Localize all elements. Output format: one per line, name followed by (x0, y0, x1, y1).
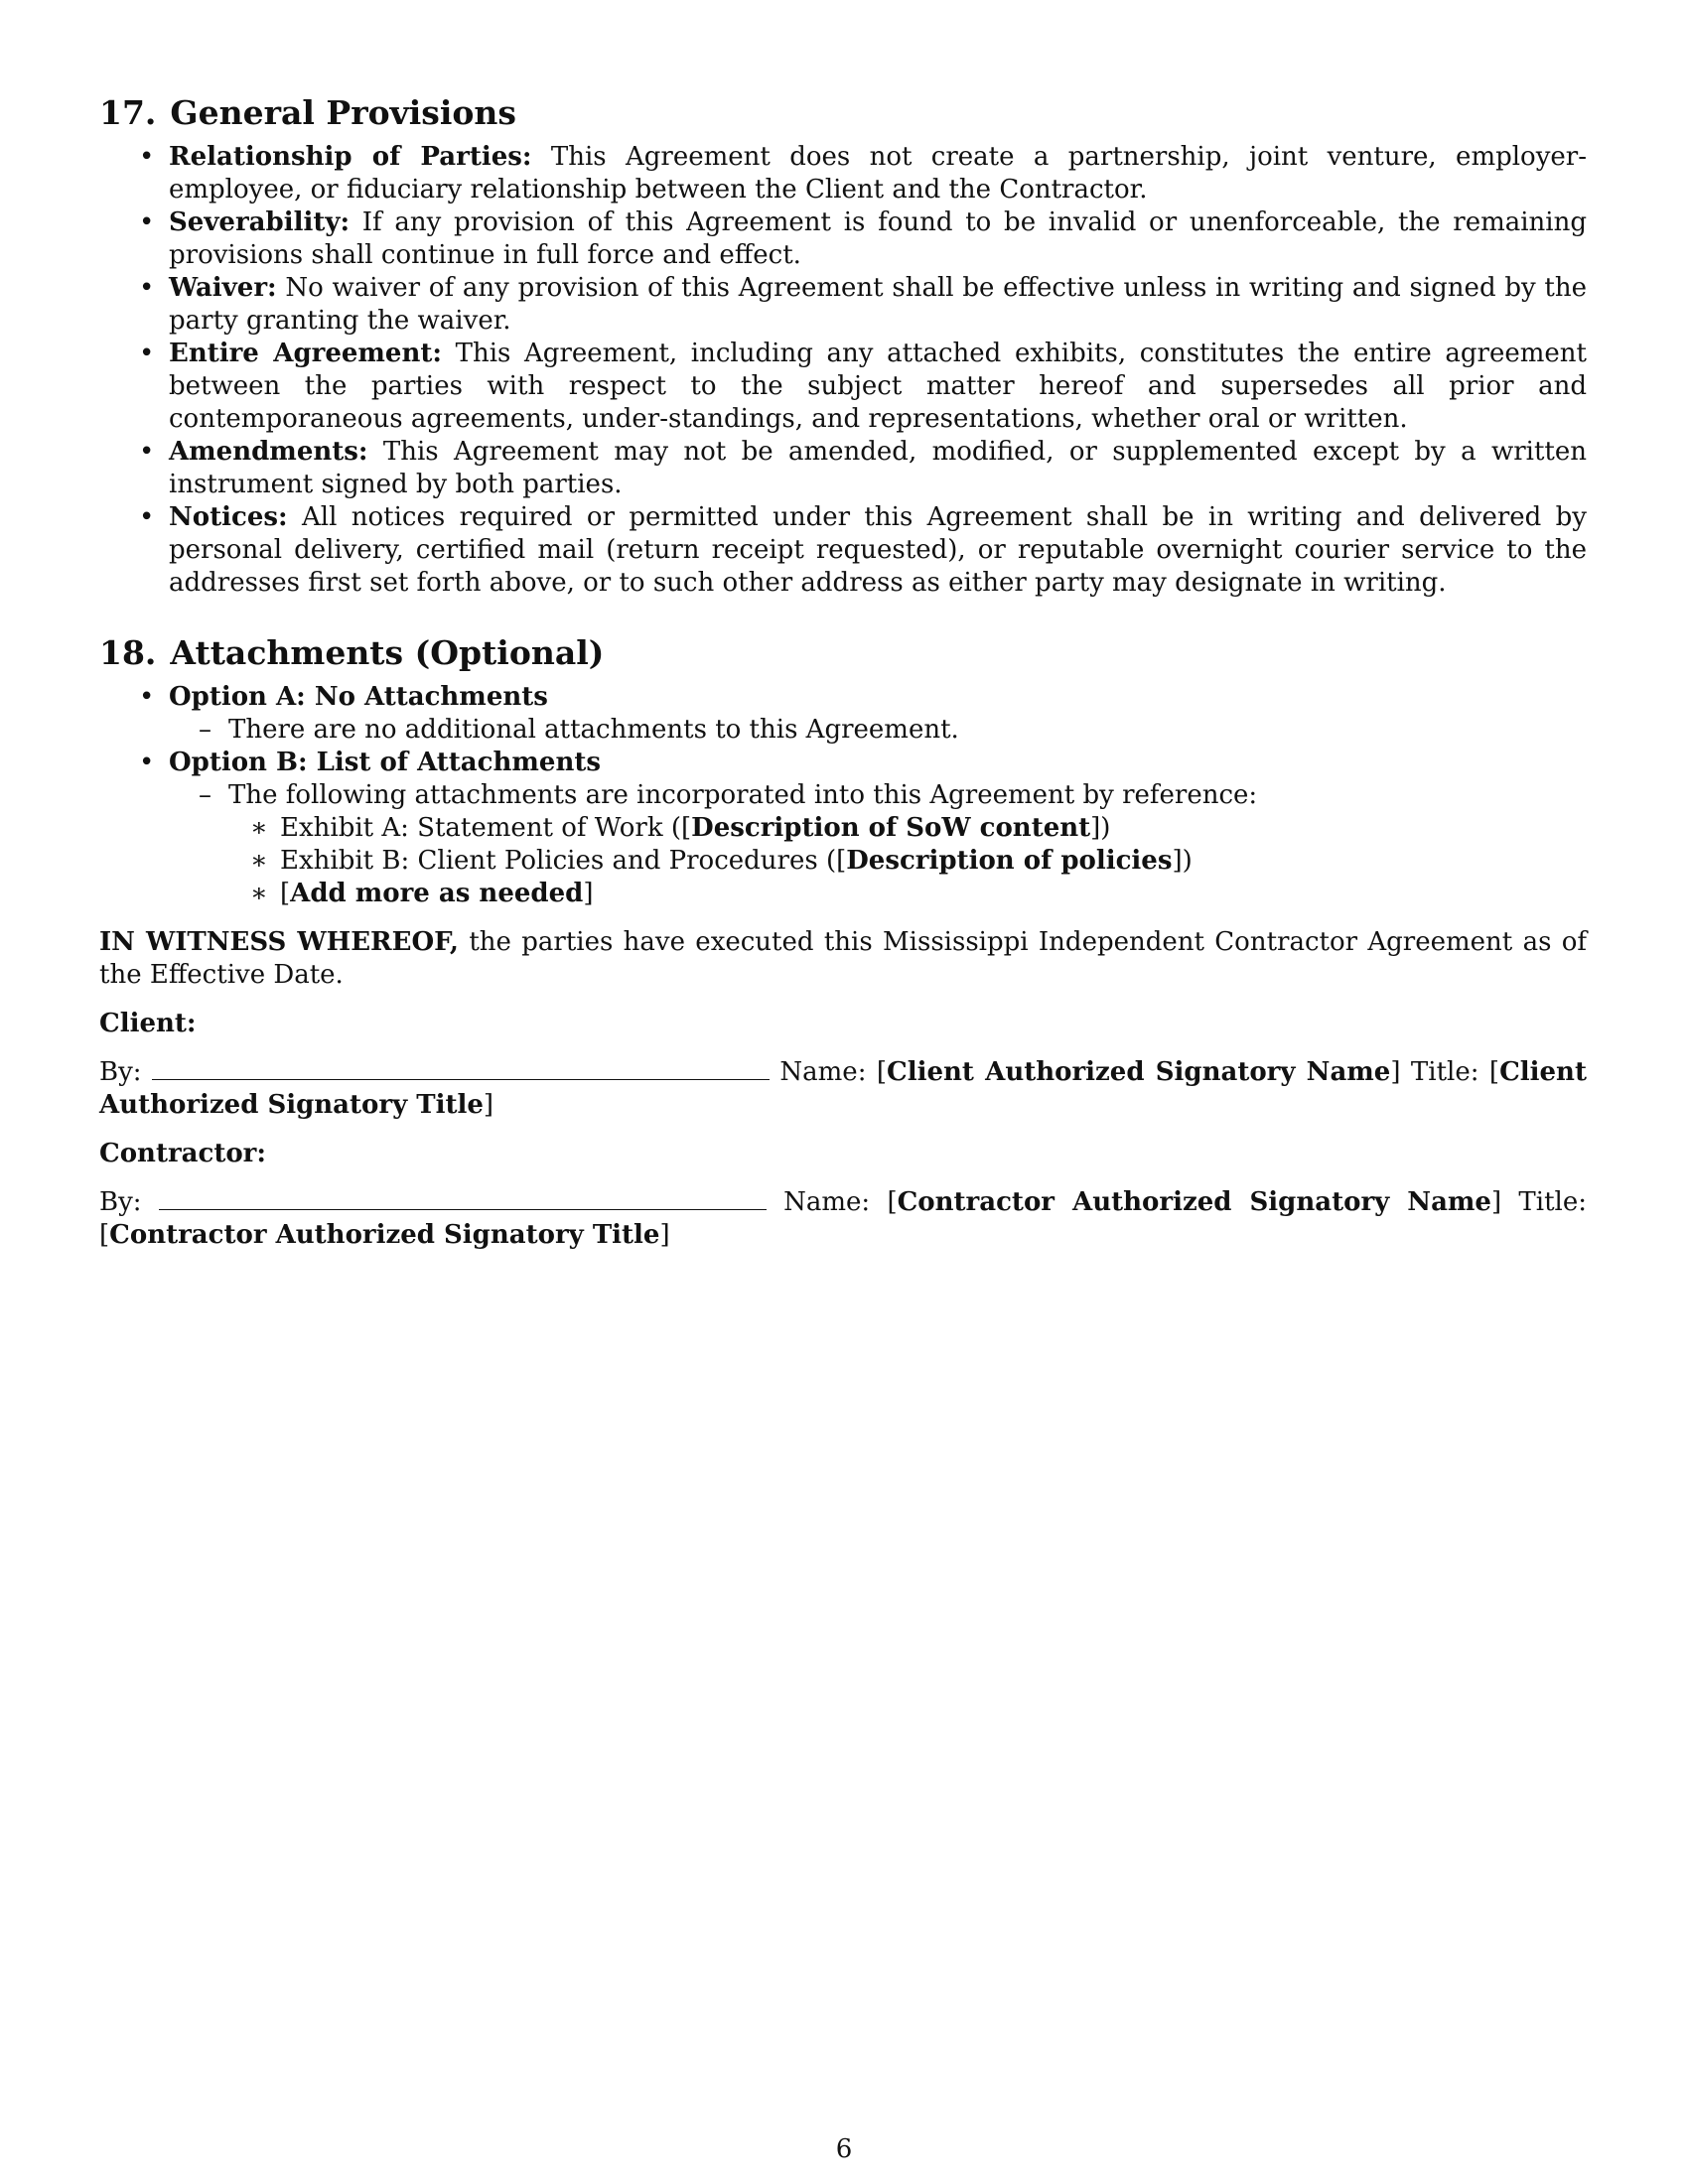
exhibit-placeholder: Description of policies (846, 846, 1173, 876)
item-text: No waiver of any provision of this Agreement shall be effective unless in writing and signed by the party granting the waiver. (169, 273, 1588, 336)
bullet-icon: • (139, 142, 155, 172)
item-text: This Agreement may not be amended, modified, or supplemented except by a written instrument signed by both parties. (169, 437, 1587, 499)
client-signature-block: By: Name: [Client Authorized Signatory Name] Title: [Client Authorized Signatory Title] (99, 1057, 1587, 1120)
client-signature-line[interactable] (152, 1059, 770, 1080)
witness-text: the parties have executed this Mississippi Independent Contractor Agreement as of the Effective Date. (99, 927, 1588, 990)
asterisk-icon: ∗ (250, 813, 268, 843)
list-item (99, 141, 1587, 206)
list-item-option-b (99, 747, 1587, 910)
list-item (99, 272, 1587, 338)
list-item (99, 501, 1587, 600)
contractor-name-placeholder: Contractor Authorized Signatory Name (897, 1187, 1491, 1217)
exhibit-item (99, 845, 1587, 878)
bullet-icon: • (139, 502, 155, 532)
bullet-icon: • (139, 748, 155, 777)
sub-item-text: The following attachments are incorporated into this Agreement by reference: (228, 780, 1258, 810)
item-text: This Agreement does not create a partnership, joint venture, employer-employee, or fiduciary relationship between the Client and the Contractor. (169, 142, 1588, 205)
section-18-heading (99, 633, 1587, 673)
option-b-sublist (99, 779, 1587, 910)
exhibit-placeholder: Description of SoW content (691, 813, 1091, 843)
exhibit-prefix: Exhibit A: Statement of Work ([ (280, 813, 692, 843)
sub-item-text: There are no additional attachments to this Agreement. (228, 715, 959, 745)
item-label: Entire Agreement: (169, 339, 442, 368)
bullet-icon: • (139, 339, 155, 368)
attachments-list (99, 681, 1587, 910)
section-title: General Provisions (170, 93, 517, 132)
document-page (99, 93, 1587, 1252)
contractor-title-placeholder: Contractor Authorized Signatory Title (109, 1220, 660, 1250)
contractor-label: Contractor: (99, 1139, 266, 1168)
name-label: Name: (779, 1057, 867, 1087)
option-label: Option B: List of Attachments (169, 748, 601, 777)
dash-icon: – (199, 780, 211, 810)
bullet-icon: • (139, 437, 155, 467)
option-label: Option A: No Attachments (169, 682, 548, 712)
exhibit-item (99, 878, 1587, 910)
client-label: Client: (99, 1009, 197, 1038)
dash-icon: – (199, 715, 211, 745)
item-label: Severability: (169, 207, 351, 237)
section-number: 18. (99, 633, 157, 672)
option-a-sublist (99, 714, 1587, 747)
witness-lead: IN WITNESS WHEREOF, (99, 927, 459, 957)
exhibit-placeholder: Add more as needed (290, 879, 584, 908)
by-label: By: (99, 1057, 142, 1087)
list-item (99, 338, 1587, 436)
section-title: Attachments (Optional) (170, 633, 605, 672)
contractor-signature-block: By: Name: [Contractor Authorized Signatory Name] Title: [Contractor Authorized Signatory Title] (99, 1187, 1587, 1250)
item-text: This Agreement, including any attached exhibits, constitutes the entire agreement between the parties with respect to the subject matter hereof and supersedes all prior and contemporaneous agreements, under-standings, and representations, whether oral or written. (169, 339, 1587, 434)
item-label: Notices: (169, 502, 288, 532)
name-label: Name: (783, 1187, 871, 1217)
section-17-heading (99, 93, 1587, 133)
exhibits-list (99, 812, 1587, 910)
bullet-icon: • (139, 207, 155, 237)
exhibit-prefix: [ (280, 879, 291, 908)
list-item-option-a (99, 681, 1587, 747)
title-label: Title: (1518, 1187, 1587, 1217)
sub-list-item (99, 779, 1587, 910)
exhibit-suffix: ]) (1172, 846, 1193, 876)
exhibit-prefix: Exhibit B: Client Policies and Procedures ([ (280, 846, 847, 876)
item-label: Amendments: (169, 437, 368, 467)
asterisk-icon: ∗ (250, 879, 268, 908)
section-number: 17. (99, 93, 157, 132)
client-name-placeholder: Client Authorized Signatory Name (887, 1057, 1391, 1087)
sub-list-item (99, 714, 1587, 747)
item-label: Waiver: (169, 273, 277, 303)
exhibit-item (99, 812, 1587, 845)
page-number: 6 (835, 2134, 853, 2164)
list-item (99, 206, 1587, 272)
item-text: If any provision of this Agreement is found to be invalid or unenforceable, the remaining provisions shall continue in full force and effect. (169, 207, 1588, 270)
exhibit-suffix: ]) (1090, 813, 1111, 843)
contractor-signature-line[interactable] (159, 1189, 767, 1210)
general-provisions-list (99, 141, 1587, 600)
item-label: Relationship of Parties: (169, 142, 532, 172)
witness-paragraph (99, 926, 1587, 992)
item-text: All notices required or permitted under this Agreement shall be in writing and delivered by personal delivery, certified mail (return receipt requested), or reputable overnight courier service to the addresses first set forth above, or to such other address as either party may designate in writing. (169, 502, 1587, 598)
client-title-placeholder: Client Authorized Signatory Title (99, 1057, 1587, 1120)
asterisk-icon: ∗ (250, 846, 268, 876)
list-item (99, 436, 1587, 501)
bullet-icon: • (139, 273, 155, 303)
by-label: By: (99, 1187, 142, 1217)
title-label: Title: (1410, 1057, 1479, 1087)
bullet-icon: • (139, 682, 155, 712)
exhibit-suffix: ] (583, 879, 594, 908)
